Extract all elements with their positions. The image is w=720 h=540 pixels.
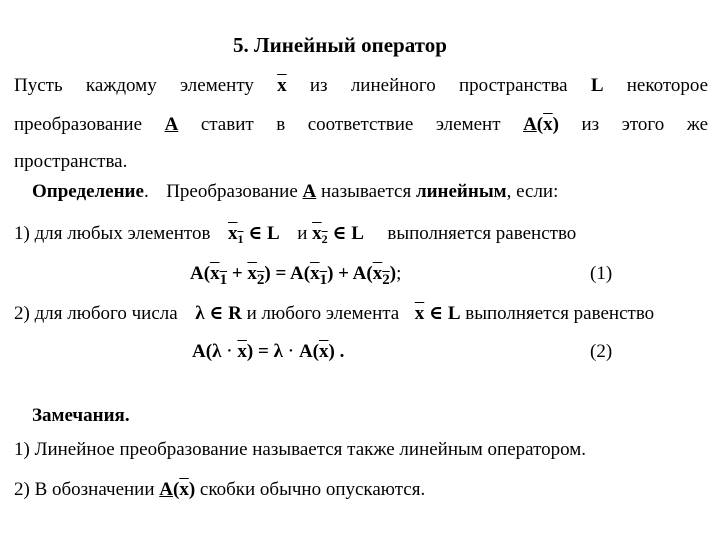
remark-2: 2) В обозначении $A(\overline{x})$ скобки обычно опускаются. <box>14 479 426 500</box>
intro-word: элемент <box>435 114 501 135</box>
intro-word: элементу <box>179 75 254 96</box>
intro-word: в <box>276 114 286 135</box>
intro-line-2 <box>14 113 708 137</box>
intro-word: соответствие <box>307 114 414 135</box>
intro-word: этого <box>621 114 665 135</box>
operator-A: A <box>164 114 179 135</box>
equation-2-number: (2) <box>590 341 613 362</box>
image-Ax: $A(\overline{x})$ <box>523 114 559 135</box>
intro-word: Пусть <box>14 75 63 96</box>
equation-2: $A(\lambda \cdot \overline{x}) = \lambda \cdot A(\overline{x})$ . <box>192 341 345 362</box>
vector-x: $\overline{x}$ <box>414 303 425 324</box>
remark-1: 1) Линейное преобразование называется также линейным оператором. <box>14 439 587 460</box>
space-L: L <box>590 75 604 96</box>
vector-x: $\overline{x}$ <box>277 75 287 96</box>
intro-word: же <box>686 114 709 135</box>
equation-1-number: (1) <box>590 263 613 284</box>
condition-2: 2) для любого числа λ ∈ R и любого элемента $\overline{x}$ ∈ L выполняется равенство <box>14 303 655 324</box>
intro-word: из <box>309 75 328 96</box>
intro-line-3: пространства. <box>14 151 128 172</box>
intro-word: преобразование <box>14 114 143 135</box>
vector-x1: $x_1$ <box>227 223 244 246</box>
intro-line-1 <box>14 74 708 98</box>
definition-label: Определение <box>32 181 144 202</box>
intro-word: линейного <box>350 75 436 96</box>
remarks-title: Замечания. <box>32 405 130 426</box>
intro-word: каждому <box>85 75 157 96</box>
intro-word: из <box>581 114 600 135</box>
intro-word: некоторое <box>626 75 709 96</box>
intro-word: пространства <box>458 75 568 96</box>
operator-A: A <box>302 181 317 202</box>
vector-x2: $x_2$ <box>312 223 328 246</box>
notation-Ax: $A(\overline{x})$ <box>159 479 196 500</box>
intro-word: ставит <box>200 114 254 135</box>
definition: Определение. Преобразование A называется линейным, если: <box>32 181 559 202</box>
equation-1: $A(x_1 + x_2) = A(x_1) + A(x_2)$; <box>190 263 402 288</box>
condition-1: 1) для любых элементов $x_1$ ∈ L и $x_2$ ∈ L выполняется равенство <box>14 223 577 246</box>
definition-term: линейным <box>415 181 507 202</box>
page-title: 5. Линейный оператор <box>233 33 447 57</box>
